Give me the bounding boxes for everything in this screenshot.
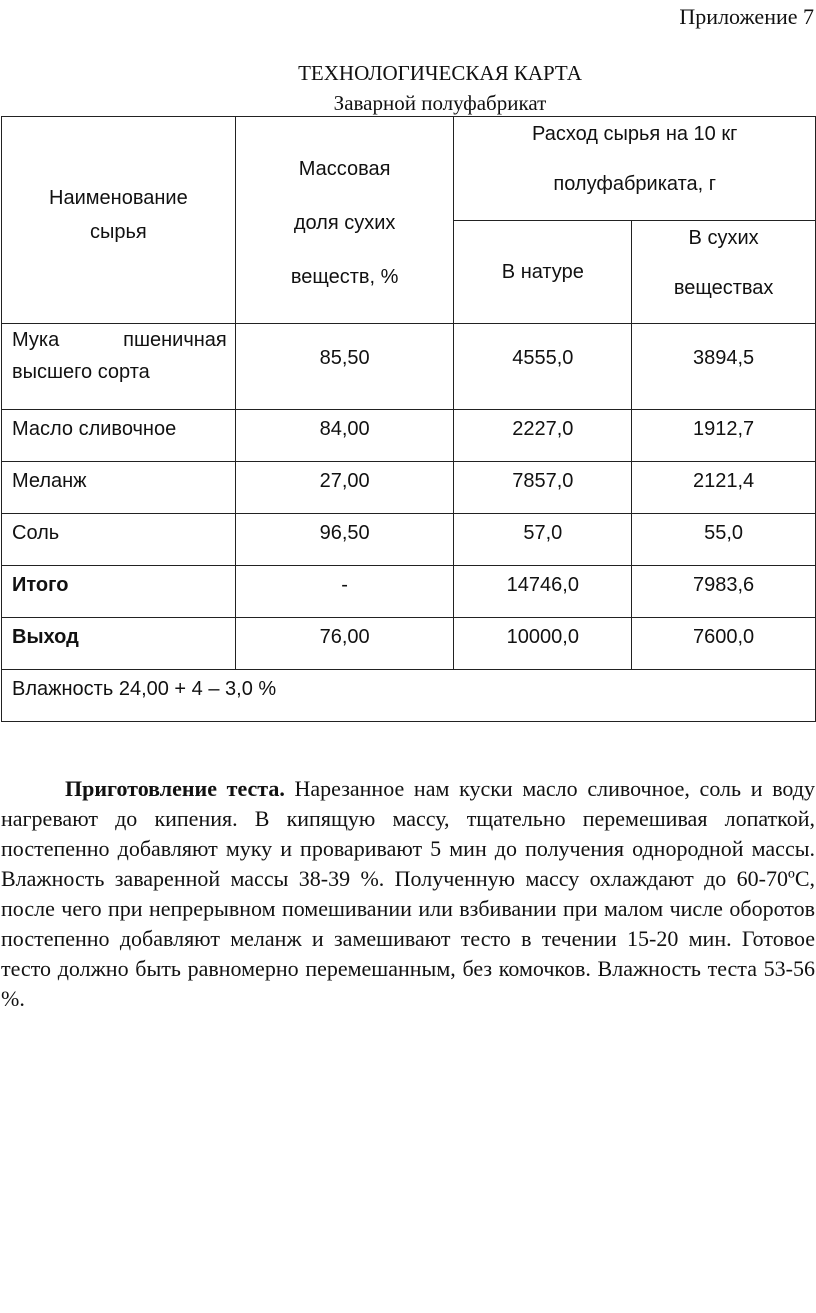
row-dry-share: 76,00	[235, 618, 454, 670]
row-name: Соль	[2, 514, 236, 566]
header-dry	[632, 221, 816, 324]
row-dry: 7600,0	[632, 618, 816, 670]
row-name	[2, 324, 236, 410]
document-subtitle: Заварной полуфабрикат	[333, 91, 547, 115]
row-name: Масло сливочное	[2, 410, 236, 462]
moisture-text: Влажность 24,00 + 4 – 3,0 %	[12, 678, 277, 700]
header-dry-line-2: веществах	[673, 277, 774, 299]
row-natural: 57,0	[454, 514, 632, 566]
table-row	[2, 324, 816, 410]
row-natural: 7857,0	[454, 462, 632, 514]
row-dry: 1912,7	[632, 410, 816, 462]
row-dry: 55,0	[632, 514, 816, 566]
row-dry-share: 27,00	[235, 462, 454, 514]
row-name-line-2: высшего сорта	[12, 361, 150, 383]
total-row	[2, 566, 816, 618]
header-dry-share	[235, 117, 454, 324]
row-natural: 2227,0	[454, 410, 632, 462]
header-name-line-1: Наименование	[49, 187, 188, 209]
header-dry-share-line-3: веществ, %	[290, 266, 399, 288]
row-dry-share: 84,00	[235, 410, 454, 462]
yield-row	[2, 618, 816, 670]
table-row	[2, 410, 816, 462]
table-row	[2, 462, 816, 514]
table-row	[2, 514, 816, 566]
appendix-label: Приложение 7	[679, 4, 814, 29]
header-consumption-line-1: Расход сырья на 10 кг	[532, 123, 738, 145]
row-name: Выход	[2, 618, 236, 670]
row-dry-share: -	[235, 566, 454, 618]
row-dry: 7983,6	[632, 566, 816, 618]
row-name-line-1: Мука пшеничная	[12, 329, 227, 351]
preparation-paragraph	[1, 774, 815, 1014]
header-name-line-2: сырья	[90, 221, 147, 243]
preparation-heading: Приготовление теста.	[65, 776, 285, 801]
moisture-row	[2, 670, 816, 722]
row-dry-share: 85,50	[235, 324, 454, 410]
header-name	[2, 117, 236, 324]
row-natural: 10000,0	[454, 618, 632, 670]
header-consumption	[454, 117, 816, 221]
document-title: ТЕХНОЛОГИЧЕСКАЯ КАРТА	[298, 61, 582, 85]
preparation-text: Нарезанное нам куски масло сливочное, соль и воду нагревают до кипения. В кипящую массу, тщательно перемешивая лопаткой, постепенно добавляют муку и проваривают 5 мин до получения однородной массы. Влажность заваренной массы 38-39 %. Полученную массу охлаждают до 60-70ºС, после чего при непрерывном помешивании или взбивании при малом числе оборотов постепенно добавляют меланж и замешивают тесто в течении 15-20 мин. Готовое тесто должно быть равномерно перемешанным, без комочков. Влажность теста 53-56 %.	[1, 776, 815, 1011]
header-dry-share-line-2: доля сухих	[293, 212, 396, 234]
row-name: Итого	[2, 566, 236, 618]
header-dry-share-line-1: Массовая	[298, 158, 391, 180]
header-consumption-line-2: полуфабриката, г	[553, 173, 717, 195]
row-name: Меланж	[2, 462, 236, 514]
header-dry-line-1: В сухих	[688, 227, 759, 249]
row-dry: 2121,4	[632, 462, 816, 514]
technological-card-table	[1, 116, 816, 722]
row-natural: 14746,0	[454, 566, 632, 618]
row-natural: 4555,0	[454, 324, 632, 410]
row-dry-share: 96,50	[235, 514, 454, 566]
moisture-cell	[2, 670, 816, 722]
row-dry: 3894,5	[632, 324, 816, 410]
header-natural: В натуре	[454, 221, 632, 324]
